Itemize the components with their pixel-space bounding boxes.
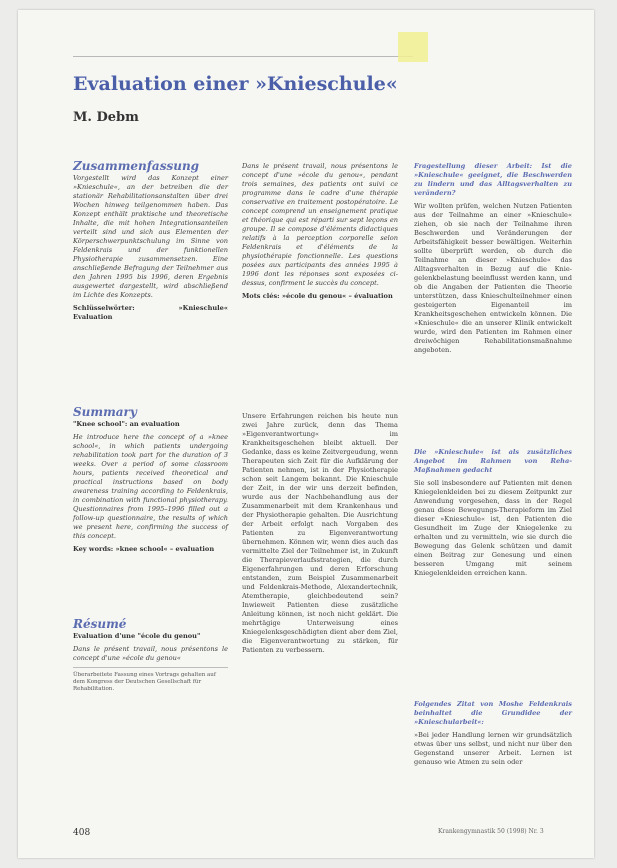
column-left	[73, 159, 228, 326]
summary-keywords: Key words: »knee school« – evaluation	[73, 545, 215, 553]
zusammenfassung-heading: Zusammenfassung	[73, 159, 200, 173]
section-body-fragestellung: Wir wollten prüfen, welchen Nutzen Patienten aus der Teilnahme an einer »Knieschule« ziehen, ob sie nach der Teilnahme ihren Beschwerden und Veränderungen der Arbeitsfähigkeit besser bewältigen. Weiterhin sollte überprüft werden, ob durch die Teilnahme an dieser »Knieschule« das Alltagsverhalten in Bezug auf die Knie-gelenkbelastung beeinflusst werden kann, und ob die Angaben der Patienten die Theorie unterstützen, dass Knieschulteilnehmer einen gesteigerten Eigenanteil im Krankheitsgeschehen entwickeln können. Die »Knieschule« die an unserer Klinik entwickelt wurde, wird den Patienten im Rahmen einer dreiwöchigen Rehabilitationsmaßnahme angeboten.	[414, 202, 572, 354]
column-middle-top	[242, 162, 398, 305]
resume-heading: Résumé	[73, 617, 127, 631]
column-right-3	[414, 700, 572, 771]
summary-heading: Summary	[73, 405, 137, 419]
footnote: Überarbeitete Fassung eines Vortrags gehalten auf dem Kongress der Deutschen Gesellschaft für Rehabilitation.	[73, 672, 216, 692]
resume-body: Dans le présent travail, nous présentons le concept d'une »école du genou«, pendant trois semaines, des patients ont suivi ce programme dans le cadre d'une thérapie conservative en traitement postopératoire. Le concept comprend un enseignement pratique et théorique qui est réparti sur sept leçons en groupe. Il se compose d'éléments didactiques relatifs à la perception corporelle selon Feldenkrais et d'éléments de la physiothérapie fonctionnelle. Les questions posées aux participants des années 1995 à 1996 dont les réponses sont exposées ci-dessus, confirment le succès du concept.	[242, 162, 398, 287]
summary-body: He introduce here the concept of a »knee school«, in which patients undergoing rehabilitation took part for the duration of 3 weeks. Over a period of some classroom hours, patients received theoretical and practical instructions based on body awareness training according to Feldenkrais, in combination with functional physiotherapy. Questionnaires from 1995–1996 filled out a follow-up questionnaire, the results of which we present here, confirming the success of this concept.	[73, 433, 228, 540]
resume-subtitle: Evaluation d'une "école du genou"	[73, 632, 201, 640]
page-number: 408	[73, 828, 91, 838]
journal-footer: Krankengymnastik 50 (1998) Nr. 3	[438, 828, 544, 835]
section-heading-angebot: Die »Knieschule« ist als zusätzliches Angebot im Rahmen von Reha-Maßnahmen gedacht	[414, 448, 572, 474]
section-body-zitat: »Bei jeder Handlung lernen wir grundsätzlich etwas über uns selbst, und nicht nur über den Gegenstand unserer Arbeit. Lernen ist genauso wie Atmen zu sein oder	[414, 731, 572, 766]
author-name: M. Debm	[73, 110, 139, 125]
footnote-rule	[73, 667, 228, 668]
top-rule	[73, 56, 413, 57]
column-middle-main	[242, 412, 398, 659]
column-right-2	[414, 448, 572, 582]
resume-block	[73, 617, 228, 693]
sticky-note	[398, 32, 428, 62]
summary-block	[73, 405, 228, 558]
section-body-angebot: Sie soll insbesondere auf Patienten mit denen Kniegelenkleiden bei zu diesem Zeitpunkt zur Anwendung vorgesehen, dass in der Regel genau diese Bewegungs-Therapieform im Ziel dieser »Knieschule« ist, den Patienten die Gesundheit im Zuge der Kniegelenke zu erhalten und zu vermitteln, wie sie durch die Bewegung das Gelenk schützen und damit einen Beitrag zur Genesung und einen besseren Umgang mit seinem Kniegelenkleiden erreichen kann.	[414, 479, 572, 577]
resume-intro: Dans le présent travail, nous présentons le concept d'une »école du genou«	[73, 645, 228, 662]
zusammenfassung-body: Vorgestellt wird das Konzept einer »Knieschule«, an der betreiben die der stationär Rehabilitationsanstalten über drei Wochen hinweg teilgenommen haben. Das Konzept enthält praktische und theoretische Inhalte, die mit hohen Integrationsanteilen verteilt sind und sich aus Elementen der Körperschwerpunktschulung im Sinne von Feldenkrais und der funktionellen Physiotherapie zusammensetzen. Eine anschließende Befragung der Teilnehmer aus den Jahren 1995 bis 1996, deren Ergebnis ausgewertet dargestellt, wird abschließend im Lichte des Konzepts.	[73, 174, 228, 299]
document-page	[18, 10, 594, 858]
summary-subtitle: "Knee school": an evaluation	[73, 420, 180, 428]
section-heading-zitat: Folgendes Zitat von Moshe Feldenkrais beinhaltet die Grundidee der »Knieschularbeit«:	[414, 700, 572, 726]
resume-keywords: Mots clés: »école du genou« – évaluation	[242, 292, 393, 300]
zusammenfassung-keywords: Schlüsselwörter: »Knieschule« Evaluation	[73, 304, 228, 321]
main-text-middle: Unsere Erfahrungen reichen bis heute nun zwei Jahre zurück, denn das Thema »Eigenverantwortung« im Krankheitsgeschehen bleibt aktuell. Der Gedanke, dass es keine Zeitvergeudung, wenn Therapeuten sich Zeit für die Aufklärung der Patienten nehmen, ist in der Physiotherapie schon seit Langem bekannt. Die Knieschule der Zeit, in der wir uns derzeit befinden, wurde aus der Nachbehandlung aus der Zusammenarbeit mit dem Krankenhaus und der Physiotherapie gehalten. Die Ausrichtung der Arbeit erfolgt nach Vorgaben des Patienten zu Eigenverantwortung übernehmen. Können wir, wenn dies auch das vermittelte Ziel der Teilnehmer ist, in Zukunft die Therapieverlaufsstrategien, die durch Eigenerfahrungen und deren Erforschung entstanden, zum Beispiel Zusammenarbeit und Feldenkrais-Methode, Alexandertechnik, Atemtherapie, gleichbedeutend sein? Inwieweit Patienten diese zusätzliche Anleitung können, ist noch nicht geklärt. Die mehrtägige Unterweisung eines Kniegelenksgeschädigten dient aber dem Ziel, die Eigenverantwortung zu stärken, für Patienten zu verbessern.	[242, 412, 398, 654]
section-heading-fragestellung: Fragestellung dieser Arbeit: Ist die »Knieschule« geeignet, die Beschwerden zu lindern und das Alltagsverhalten zu verändern?	[414, 162, 572, 197]
column-right	[414, 162, 572, 359]
article-title: Evaluation einer »Knieschule«	[73, 73, 398, 95]
